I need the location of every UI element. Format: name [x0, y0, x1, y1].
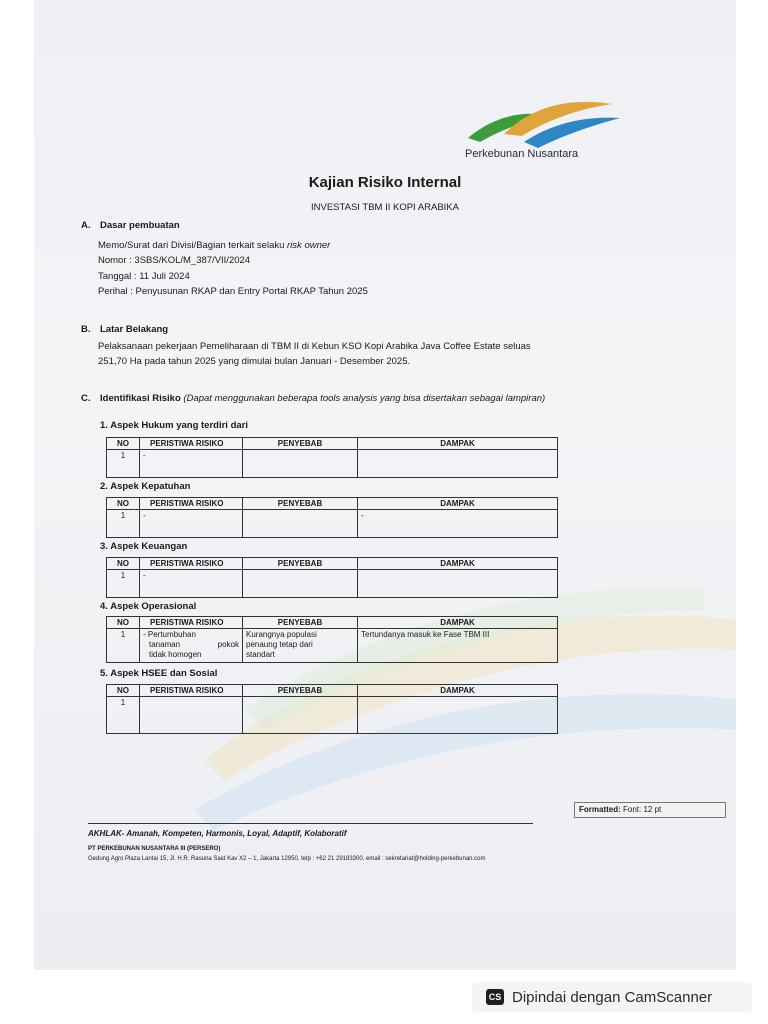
aspect-5-title: 5. Aspek HSEE dan Sosial [100, 668, 218, 679]
scanned-page [34, 0, 736, 970]
table-row: 1 - Pertumbuhan tanaman pokok tidak homogen Kurangnya populasi penaung tetap dari standart Tertundanya masuk ke Fase TBM III [107, 629, 558, 663]
aspect-3-table: NO PERISTIWA RISIKO PENYEBAB DAMPAK 1 - [106, 557, 558, 598]
section-a-tanggal: Tanggal : 11 Juli 2024 [98, 271, 190, 282]
document-title: Kajian Risiko Internal [308, 174, 462, 191]
camscanner-watermark [472, 982, 752, 1012]
section-b-heading: B. Latar Belakang [81, 324, 169, 335]
camscanner-label: Dipindai dengan CamScanner [512, 988, 713, 1006]
aspect-4-table: NO PERISTIWA RISIKO PENYEBAB DAMPAK 1 - Pertumbuhan tanaman pokok tidak homogen Kurangnya populasi penaung tetap dari standart Tertundanya masuk ke Fase TBM III [106, 616, 558, 663]
table-row: 1 - - [107, 510, 558, 538]
section-a-heading [81, 220, 180, 231]
section-a-title: Dasar pembuatan [100, 220, 180, 231]
aspect-2-title: 2. Aspek Kepatuhan [100, 481, 191, 492]
document-subtitle: INVESTASI TBM II KOPI ARABIKA [311, 202, 459, 213]
footer-address: Gedung Agro Plaza Lantai 15, Jl. H.R. Rasuna Said Kav X2 – 1, Jakarta 12950, telp : +62 21 29183300, email : sekretariat@holding-perkebunan.com [88, 856, 486, 862]
aspect-4-title: 4. Aspek Operasional [100, 601, 197, 612]
aspect-1-title: 1. Aspek Hukum yang terdiri dari [100, 420, 248, 431]
aspect-5-table: NO PERISTIWA RISIKO PENYEBAB DAMPAK 1 [106, 684, 558, 734]
table-row: 1 - [107, 450, 558, 478]
footer-divider [88, 823, 533, 824]
formatted-comment: Formatted: Font: 12 pt [574, 802, 726, 818]
section-a-letter: A. [81, 220, 91, 231]
section-b-line2: 251,70 Ha pada tahun 2025 yang dimulai bulan Januari - Desember 2025. [98, 356, 411, 367]
table-row: 1 [107, 697, 558, 734]
section-a-nomor: Nomor : 3SBS/KOL/M_387/VII/2024 [98, 255, 251, 266]
section-c-note: (Dapat menggunakan beberapa tools analysis yang bisa disertakan sebagai lampiran) [183, 393, 546, 404]
section-a-perihal: Perihal : Penyusunan RKAP dan Entry Portal RKAP Tahun 2025 [98, 286, 368, 297]
footer-values: AKHLAK- Amanah, Kompeten, Harmonis, Loyal, Adaptif, Kolaboratif [88, 829, 347, 838]
aspect-1-table: NO PERISTIWA RISIKO PENYEBAB DAMPAK 1 - [106, 437, 558, 478]
aspect-2-table: NO PERISTIWA RISIKO PENYEBAB DAMPAK 1 - - [106, 497, 558, 538]
camscanner-icon: CS [486, 989, 504, 1005]
aspect-3-title: 3. Aspek Keuangan [100, 541, 188, 552]
section-c-heading: C. Identifikasi Risiko (Dapat menggunakan beberapa tools analysis yang bisa disertakan sebagai lampiran) [81, 393, 546, 404]
footer-company: PT PERKEBUNAN NUSANTARA III (PERSERO) [88, 846, 221, 852]
section-a-line1: Memo/Surat dari Divisi/Bagian terkait selaku risk owner [98, 240, 331, 251]
company-logo-text: Perkebunan Nusantara [465, 148, 579, 160]
section-b-line1: Pelaksanaan pekerjaan Pemeliharaan di TBM II di Kebun KSO Kopi Arabika Java Coffee Estate seluas [98, 341, 531, 352]
table-row: 1 - [107, 570, 558, 598]
